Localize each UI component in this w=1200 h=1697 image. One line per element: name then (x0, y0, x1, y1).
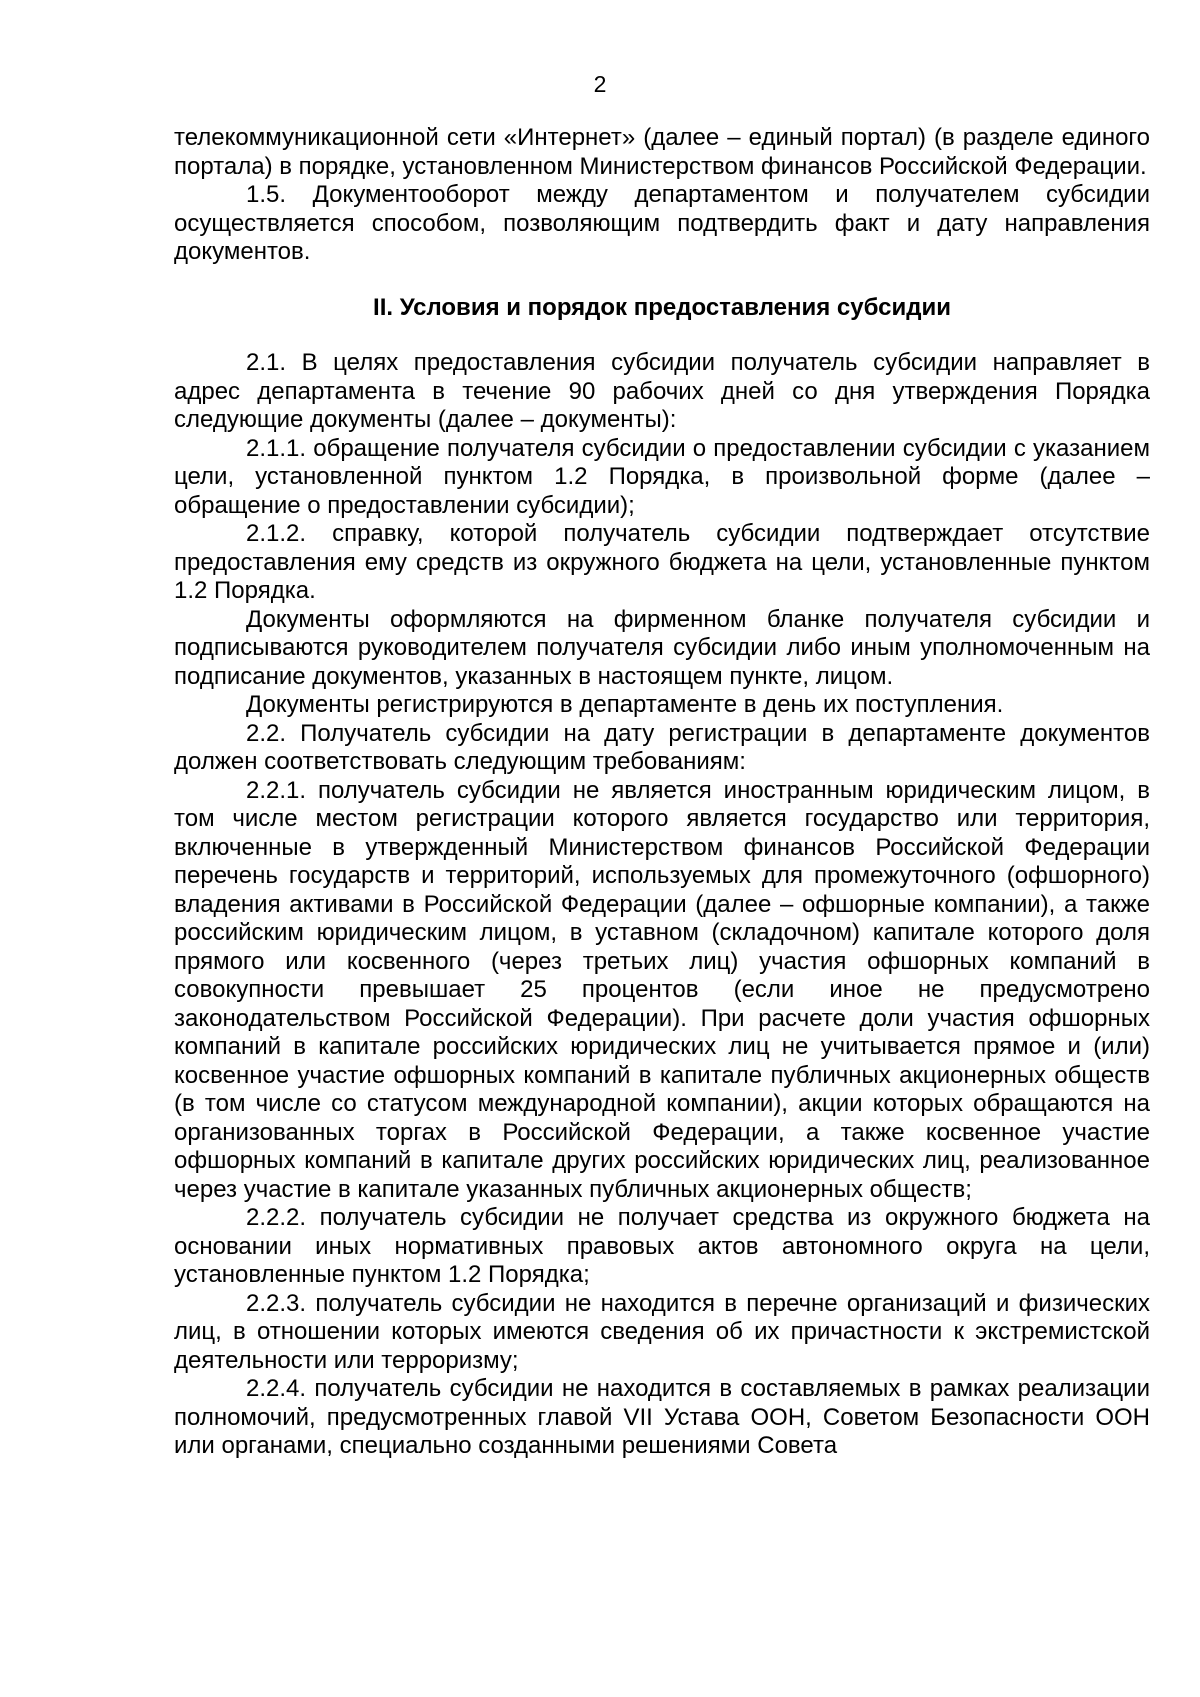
paragraph: 2.2. Получатель субсидии на дату регистрации в департаменте документов должен соответствовать следующим требованиям: (174, 719, 1150, 775)
paragraph: 2.1. В целях предоставления субсидии получатель субсидии направляет в адрес департамента в течение 90 рабочих дней со дня утверждения Порядка следующие документы (далее – документы): (174, 349, 1150, 433)
section-heading: II. Условия и порядок предоставления субсидии (373, 293, 951, 321)
document-body (174, 124, 1150, 1461)
paragraph: 2.2.1. получатель субсидии не является иностранным юридическим лицом, в том числе местом регистрации которого является государство или территория, включенные в утвержденный Министерством финансов Российской Федерации перечень государств и территорий, используемых для промежуточного (офшорного) владения активами в Российской Федерации (далее – офшорные компании), а также российским юридическим лицом, в уставном (складочном) капитале которого доля прямого или косвенного (через третьих лиц) участия офшорных компаний в совокупности превышает 25 процентов (если иное не предусмотрено законодательством Российской Федерации). При расчете доли участия офшорных компаний в капитале российских юридических лиц не учитывается прямое и (или) косвенное участие офшорных компаний в капитале публичных акционерных обществ (в том числе со статусом международной компании), акции которых обращаются на организованных торгах в Российской Федерации, а также косвенное участие офшорных компаний в капитале других российских юридических лиц, реализованное через участие в капитале указанных публичных акционерных обществ; (174, 776, 1150, 1203)
paragraph: 2.2.3. получатель субсидии не находится в перечне организаций и физических лиц, в отношении которых имеются сведения об их причастности к экстремистской деятельности или терроризму; (174, 1289, 1150, 1374)
paragraph: 1.5. Документооборот между департаментом и получателем субсидии осуществляется способом, позволяющим подтвердить факт и дату направления документов. (174, 181, 1150, 265)
paragraph: Документы оформляются на фирменном бланке получателя субсидии и подписываются руководителем получателя субсидии либо иным уполномоченным на подписание документов, указанных в настоящем пункте, лицом. (174, 605, 1150, 690)
paragraph: Документы регистрируются в департаменте в день их поступления. (246, 691, 1004, 718)
paragraph: 2.2.2. получатель субсидии не получает средства из окружного бюджета на основании иных нормативных правовых актов автономного округа на цели, установленные пунктом 1.2 Порядка; (174, 1204, 1150, 1288)
paragraph: 2.2.4. получатель субсидии не находится в составляемых в рамках реализации полномочий, предусмотренных главой VII Устава ООН, Советом Безопасности ООН или органами, специально созданными решениями Совета (174, 1375, 1150, 1459)
page-number: 2 (593, 71, 607, 97)
paragraph: 2.1.2. справку, которой получатель субсидии подтверждает отсутствие предоставления ему средств из окружного бюджета на цели, установленные пунктом 1.2 Порядка. (174, 520, 1150, 604)
paragraph: 2.1.1. обращение получателя субсидии о предоставлении субсидии с указанием цели, установленной пунктом 1.2 Порядка, в произвольной форме (далее – обращение о предоставлении субсидии); (174, 434, 1150, 519)
paragraph: телекоммуникационной сети «Интернет» (далее – единый портал) (в разделе единого портала) в порядке, установленном Министерством финансов Российской Федерации. (174, 124, 1150, 180)
